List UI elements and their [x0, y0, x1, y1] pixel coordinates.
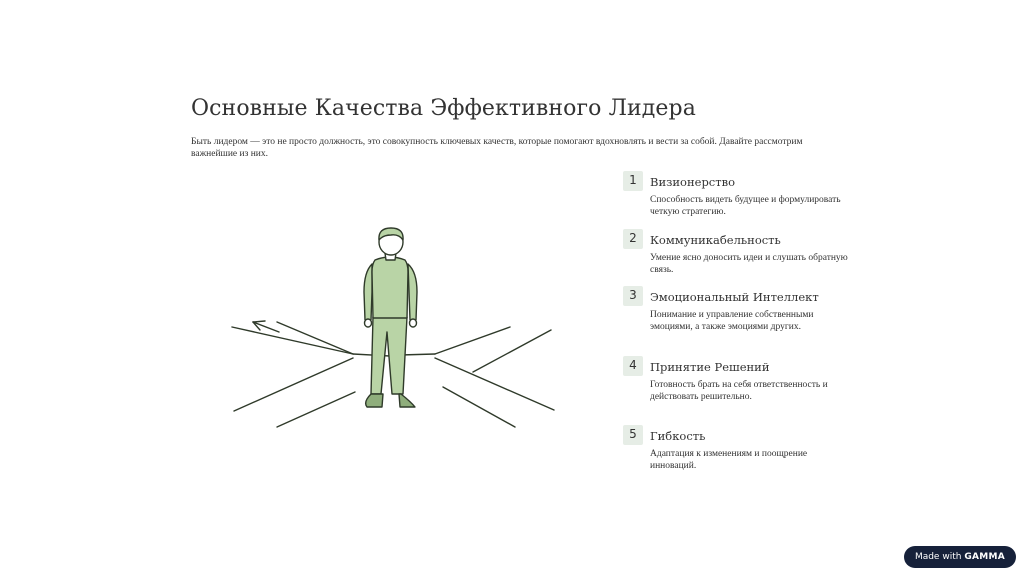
quality-description: Умение ясно доносить идеи и слушать обратную связь.	[650, 253, 848, 275]
quality-number: 3	[623, 286, 643, 306]
person-at-crossroads-illustration	[225, 222, 565, 437]
page-title: Основные Качества Эффективного Лидера	[191, 96, 696, 121]
quality-number: 1	[623, 171, 643, 191]
quality-title: Коммуникабельность	[650, 233, 781, 247]
quality-description: Способность видеть будущее и формулировать четкую стратегию.	[650, 195, 841, 217]
intro-text: Быть лидером — это не просто должность, это совокупность ключевых качеств, которые помогают вдохновлять и вести за собой. Давайте рассмотрим важнейшие из них.	[191, 137, 803, 159]
made-with-gamma-badge[interactable]	[904, 546, 1016, 568]
quality-description: Готовность брать на себя ответственность и действовать решительно.	[650, 380, 828, 402]
quality-title: Визионерство	[650, 175, 736, 189]
badge-prefix: Made with	[914, 552, 962, 562]
quality-number: 2	[623, 229, 643, 249]
quality-number: 4	[623, 356, 643, 376]
quality-title: Принятие Решений	[650, 360, 770, 374]
gamma-logo: GAMMA	[964, 552, 1006, 562]
quality-description: Понимание и управление собственными эмоциями, а также эмоциями других.	[650, 310, 814, 332]
quality-description: Адаптация к изменениям и поощрение инноваций.	[650, 449, 808, 471]
quality-number: 5	[623, 425, 643, 445]
quality-title: Эмоциональный Интеллект	[650, 290, 819, 304]
quality-title: Гибкость	[650, 429, 706, 443]
